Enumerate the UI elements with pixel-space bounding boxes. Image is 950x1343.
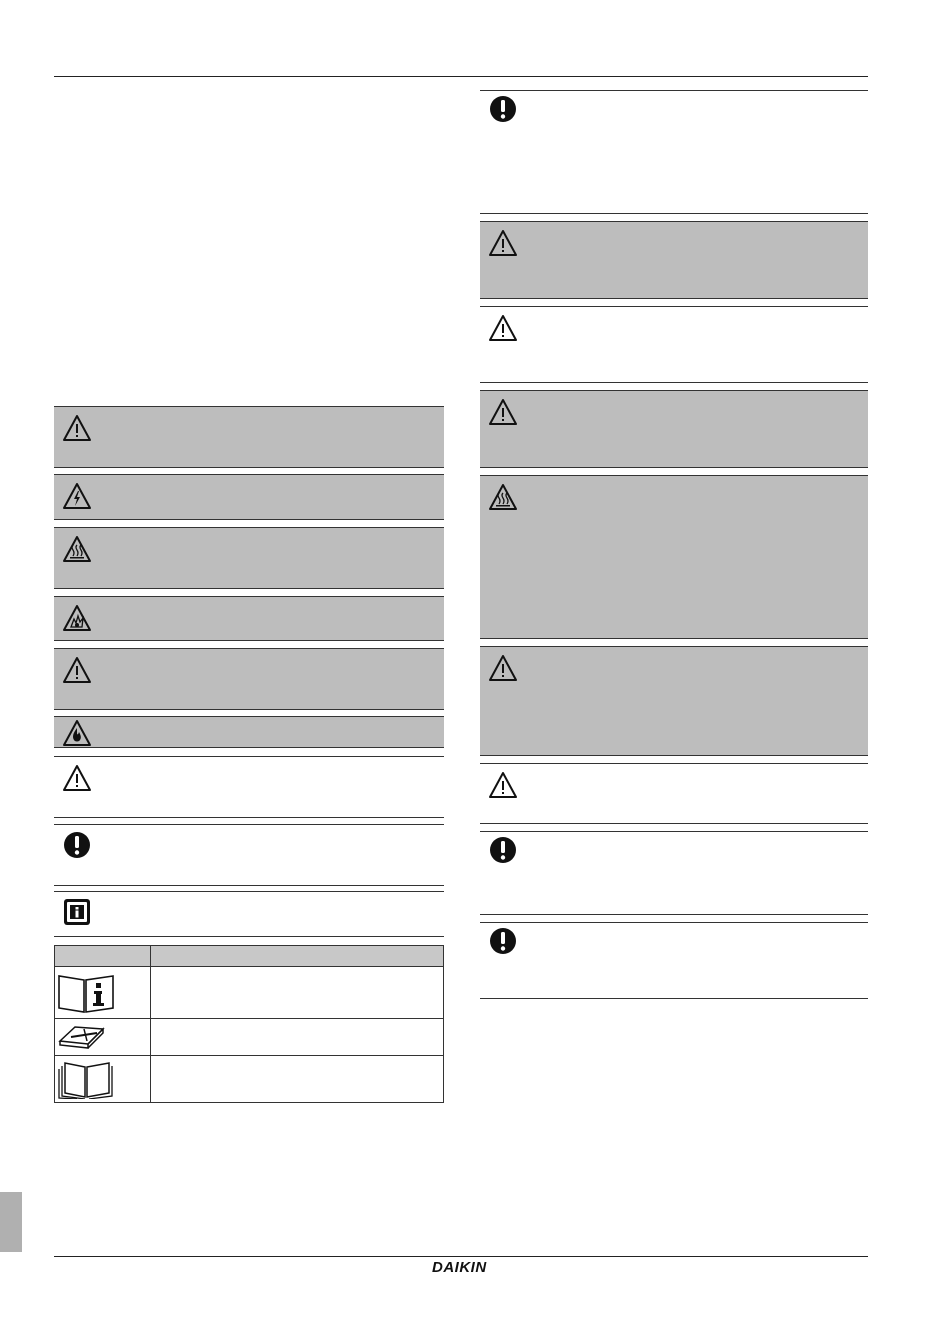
warning-triangle-icon bbox=[488, 770, 518, 800]
notice-electrical bbox=[54, 474, 444, 520]
footer-rule bbox=[54, 1256, 868, 1257]
side-tab bbox=[0, 1192, 22, 1252]
notice-notice-3 bbox=[480, 922, 868, 999]
warning-triangle-icon bbox=[62, 763, 92, 793]
table-header bbox=[55, 946, 443, 967]
notice-information bbox=[54, 891, 444, 937]
notice-hot-surface bbox=[480, 475, 868, 639]
exclamation-circle-icon bbox=[488, 926, 518, 956]
symbol-table bbox=[54, 945, 444, 1103]
notice-warning bbox=[480, 221, 868, 299]
notice-flammable bbox=[54, 716, 444, 748]
hot-surface-icon bbox=[488, 482, 518, 512]
notice-warning-2 bbox=[54, 648, 444, 710]
table-row bbox=[55, 966, 443, 1019]
notice-caution-2 bbox=[480, 763, 868, 824]
notice-warning bbox=[54, 406, 444, 468]
flammable-material-icon bbox=[62, 718, 92, 748]
exclamation-circle-icon bbox=[488, 94, 518, 124]
installation-manual-book-icon bbox=[57, 1021, 147, 1056]
notice-warning-3 bbox=[480, 646, 868, 756]
table-row bbox=[55, 1018, 443, 1056]
warning-triangle-icon bbox=[62, 655, 92, 685]
electrical-hazard-icon bbox=[62, 481, 92, 511]
notice-notice bbox=[480, 90, 868, 214]
exclamation-circle-icon bbox=[62, 830, 92, 860]
notice-explosion bbox=[54, 596, 444, 641]
warning-triangle-icon bbox=[62, 413, 92, 443]
exclamation-circle-icon bbox=[488, 835, 518, 865]
notice-caution bbox=[480, 306, 868, 383]
notice-notice-2 bbox=[480, 831, 868, 915]
information-icon bbox=[62, 897, 92, 927]
table-row bbox=[55, 1055, 443, 1102]
manual-info-book-icon bbox=[57, 970, 147, 1019]
notice-warning-2 bbox=[480, 390, 868, 468]
hot-surface-icon bbox=[62, 534, 92, 564]
warning-triangle-icon bbox=[488, 228, 518, 258]
header-rule bbox=[54, 76, 868, 77]
warning-triangle-icon bbox=[488, 313, 518, 343]
explosion-icon bbox=[62, 603, 92, 633]
manual-set-books-icon bbox=[57, 1057, 147, 1104]
notice-notice bbox=[54, 824, 444, 886]
notice-hot-surface bbox=[54, 527, 444, 589]
brand-logo: DAIKIN bbox=[432, 1259, 487, 1276]
notice-caution bbox=[54, 756, 444, 818]
warning-triangle-icon bbox=[488, 653, 518, 683]
warning-triangle-icon bbox=[488, 397, 518, 427]
